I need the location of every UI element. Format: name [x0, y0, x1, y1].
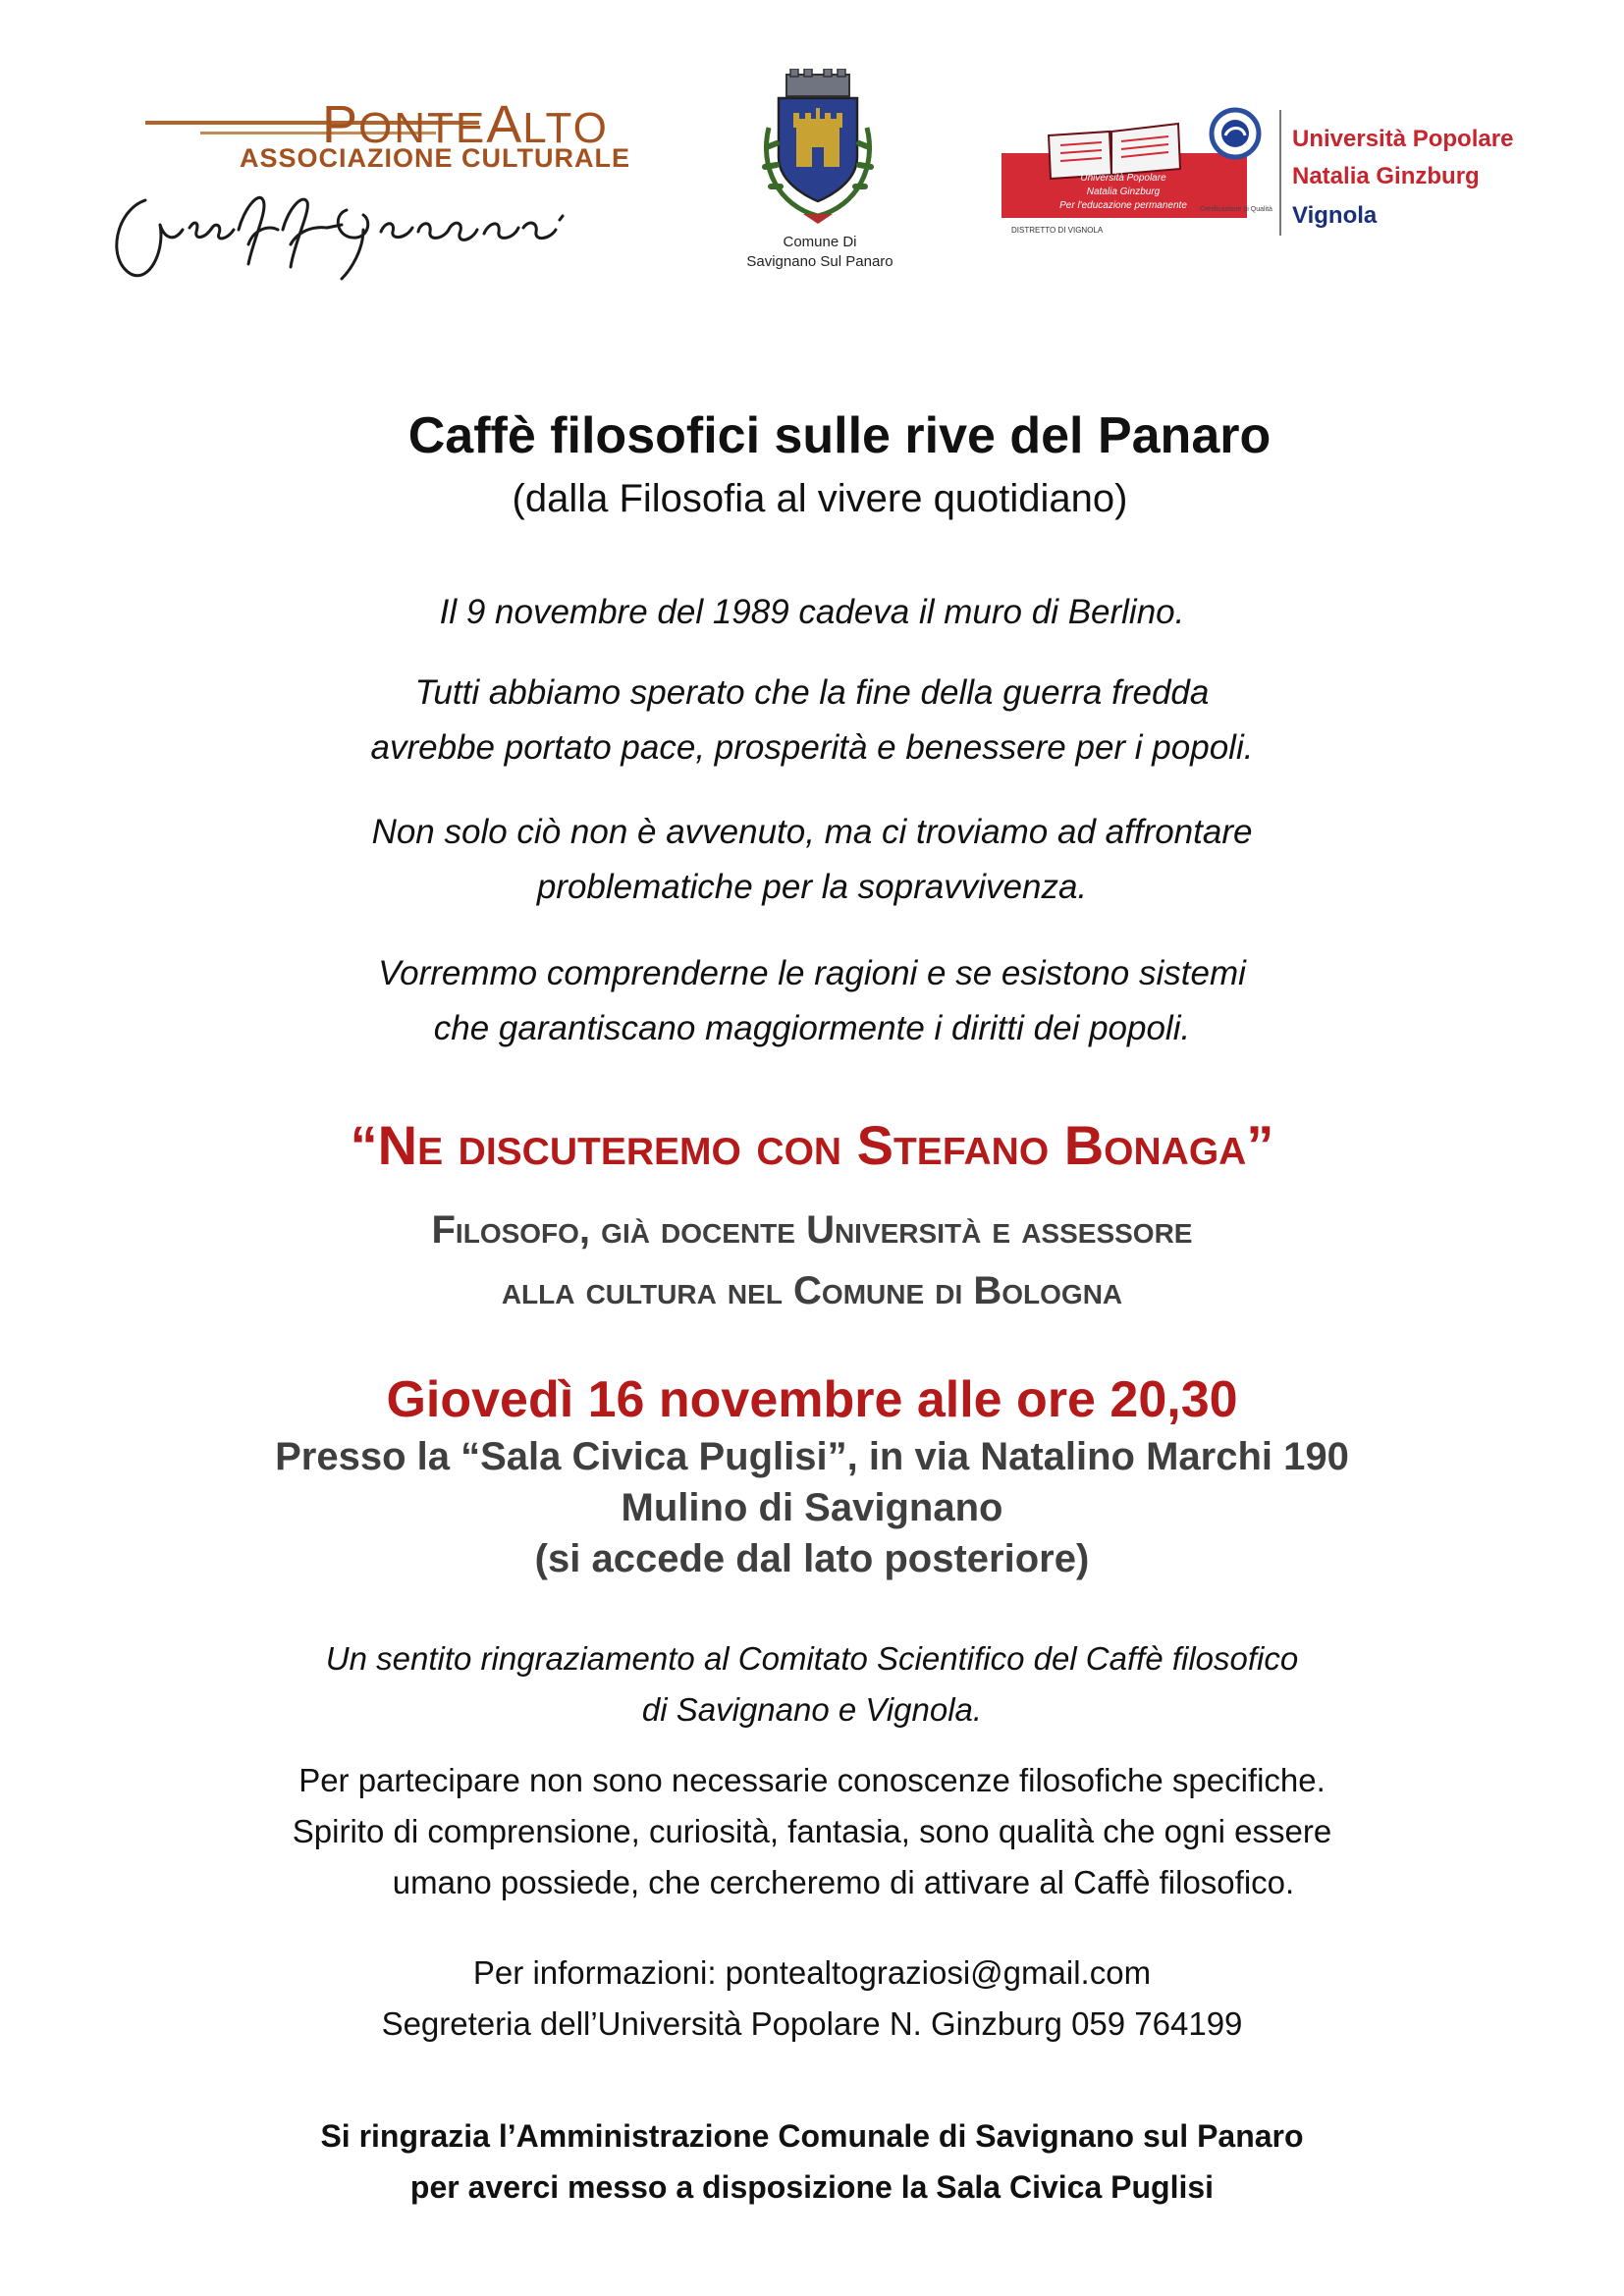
intro-line: Tutti abbiamo sperato che la fine della guerra fredda: [414, 673, 1210, 712]
universita-city: Vignola: [1292, 202, 1378, 229]
book-label3: Per l'educazione permanente: [1059, 200, 1187, 211]
quality-certification-icon: [1200, 106, 1286, 234]
intro-line: avrebbe portato pace, prosperità e benessere per i popoli.: [370, 728, 1254, 767]
thanks-line: di Savignano e Vignola.: [641, 1691, 983, 1728]
book-label2: Natalia Ginzburg: [1086, 187, 1161, 197]
page-subtitle: (dalla Filosofia al vivere quotidiano): [512, 477, 1128, 520]
logo-divider: [1279, 110, 1281, 236]
intro-paragraph-1: Il 9 novembre del 1989 cadeva il muro di Berlino.: [439, 593, 1185, 631]
intro-line: problematiche per la sopravvivenza.: [536, 868, 1088, 906]
event-location: [0, 1431, 1624, 1584]
intro-paragraph-4: [0, 946, 1624, 1056]
participation-line: Spirito di comprensione, curiosità, fantasia, sono qualità che ogni essere: [292, 1813, 1332, 1849]
book-footer: DISTRETTO DI VIGNOLA: [1011, 226, 1104, 235]
pontealto-subtitle: ASSOCIAZIONE CULTURALE: [240, 143, 630, 173]
comune-name-line2: Savignano Sul Panaro: [746, 253, 893, 270]
event-location-line: (si accede dal lato posteriore): [534, 1537, 1090, 1580]
coat-of-arms-icon: [749, 69, 887, 226]
page-title: Caffè filosofici sulle rive del Panaro: [407, 407, 1272, 464]
footer-acknowledgement: [0, 2110, 1624, 2213]
thanks-paragraph: [0, 1633, 1624, 1735]
speaker-role: [0, 1200, 1624, 1321]
comune-name-line1: Comune Di: [783, 234, 857, 250]
certification-label: Certificazione di Qualità: [1200, 206, 1272, 213]
signature-icon: [106, 171, 617, 289]
book-label: Università Popolare: [1080, 173, 1166, 184]
universita-subname: Natalia Ginzburg: [1292, 163, 1480, 189]
universita-name: Università Popolare: [1292, 126, 1514, 152]
contact-secretary: Segreteria dell’Università Popolare N. Ginzburg 059 764199: [381, 2005, 1243, 2042]
pontealto-logo: [106, 94, 636, 291]
pontealto-name: PONTEALTO: [322, 95, 609, 154]
footer-line: per averci messo a disposizione la Sala Civica Puglisi: [409, 2169, 1215, 2205]
event-location-line: Presso la “Sala Civica Puglisi”, in via Natalino Marchi 190: [275, 1435, 1349, 1478]
thanks-line: Un sentito ringraziamento al Comitato Scientifico del Caffè filosofico: [325, 1640, 1299, 1677]
intro-paragraph-3: [0, 805, 1624, 915]
contact-info: Per informazioni: pontealtograziosi@gmail.com: [472, 1954, 1152, 1991]
participation-line: Per partecipare non sono necessarie conoscenze filosofiche specifiche.: [298, 1762, 1326, 1798]
speaker-role-line: alla cultura nel Comune di Bologna: [501, 1269, 1123, 1312]
intro-paragraph-2: [0, 666, 1624, 775]
participation-paragraph: [0, 1755, 1624, 1908]
intro-line: Vorremmo comprenderne le ragioni e se esistono sistemi: [378, 954, 1246, 992]
comune-logo: [722, 69, 918, 285]
intro-line: Non solo ciò non è avvenuto, ma ci troviamo ad affrontare: [371, 813, 1253, 851]
participation-line: umano possiede, che cercheremo di attivare al Caffè filosofico.: [392, 1864, 1295, 1900]
intro-line: che garantiscano maggiormente i diritti dei popoli.: [433, 1009, 1191, 1047]
speaker-headline: “Ne discuteremo con Stefano Bonaga”: [350, 1114, 1274, 1176]
event-date: Giovedì 16 novembre alle ore 20,30: [386, 1371, 1238, 1428]
universita-popolare-logo: [1001, 106, 1551, 243]
event-location-line: Mulino di Savignano: [621, 1486, 1003, 1529]
footer-line: Si ringrazia l’Amministrazione Comunale di Savignano sul Panaro: [320, 2118, 1304, 2154]
speaker-role-line: Filosofo, già docente Università e assessore: [431, 1208, 1193, 1252]
